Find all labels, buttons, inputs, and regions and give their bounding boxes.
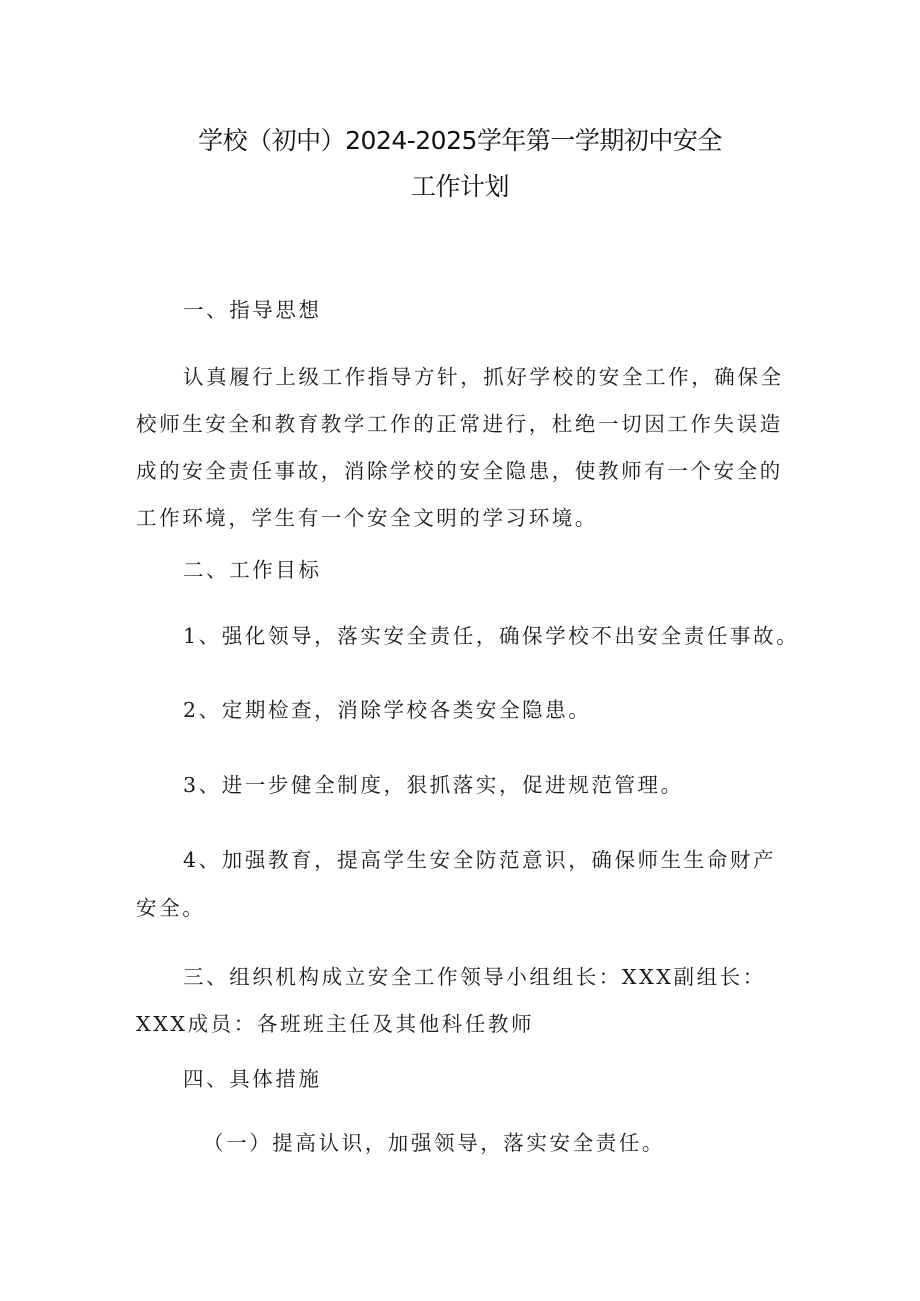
section-1-paragraph-line-4: 工作环境，学生有一个安全文明的学习环境。	[136, 506, 598, 530]
section-4-heading: 四、具体措施	[183, 1067, 322, 1091]
document-title-line-2: 工作计划	[410, 172, 509, 201]
section-3-line-2: XXX成员：各班班主任及其他科任教师	[136, 1012, 535, 1036]
section-2-heading: 二、工作目标	[183, 558, 322, 582]
section-1-paragraph-line-2: 校师生安全和教育教学工作的正常进行，杜绝一切因工作失误造	[136, 412, 783, 436]
section-1-paragraph-line-1: 认真履行上级工作指导方针，抓好学校的安全工作，确保全	[183, 365, 784, 389]
section-1-paragraph-line-3: 成的安全责任事故，消除学校的安全隐患，使教师有一个安全的	[136, 459, 783, 483]
goal-2: 2、定期检查，消除学校各类安全隐患。	[183, 698, 592, 722]
measure-1-heading: （一）提高认识，加强领导，落实安全责任。	[203, 1131, 665, 1155]
goal-4-line-2: 安全。	[136, 896, 206, 920]
document-title-line-1: 学校（初中）2024-2025学年第一学期初中安全	[198, 126, 722, 155]
section-1-heading: 一、指导思想	[183, 298, 322, 322]
goal-4-line-1: 4、加强教育，提高学生安全防范意识，确保师生生命财产	[183, 848, 777, 872]
goal-3: 3、进一步健全制度，狠抓落实，促进规范管理。	[183, 773, 684, 797]
goal-1: 1、强化领导，落实安全责任，确保学校不出安全责任事故。	[183, 624, 800, 648]
section-3-line-1: 三、组织机构成立安全工作领导小组组长：XXX副组长：	[183, 965, 766, 989]
